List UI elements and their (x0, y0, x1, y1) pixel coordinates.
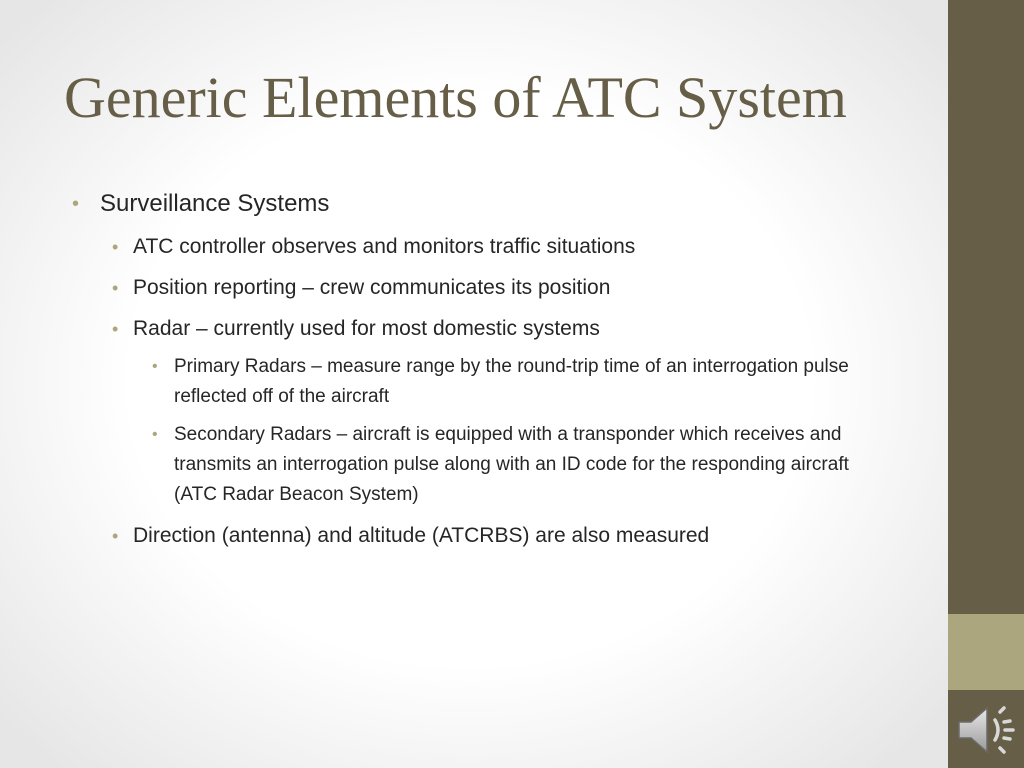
sound-wave-tick (1000, 748, 1004, 752)
sidebar-light-panel (948, 614, 1024, 690)
sidebar-dark-panel (948, 0, 1024, 614)
bullet-marker: • (112, 278, 119, 298)
speaker-icon[interactable] (955, 700, 1019, 760)
bullet-marker: • (152, 358, 158, 375)
bullet-marker: • (72, 193, 80, 215)
list-item-level2: Position reporting – crew communicates its position (133, 276, 611, 299)
sound-wave-tick (1004, 721, 1010, 722)
list-item-level2: Direction (antenna) and altitude (ATCRBS) are also measured (133, 524, 710, 547)
list-item-level3: Secondary Radars – aircraft is equipped with a transponder which receives and transmits an interrogation pulse along with an ID code for the responding aircraft (ATC Radar Beacon System) (174, 424, 849, 505)
sound-wave-tick (1004, 738, 1010, 739)
list-item-level2: Radar – currently used for most domestic systems (133, 317, 600, 340)
bullet-marker: • (112, 526, 119, 546)
sound-wave-tick (1000, 708, 1004, 712)
sound-wave-inner (995, 720, 998, 740)
list-item-level2: ATC controller observes and monitors traffic situations (133, 235, 636, 258)
speaker-body (959, 708, 987, 752)
list-item-level1: Surveillance Systems (100, 190, 330, 217)
bullet-marker: • (112, 319, 119, 339)
list-item-level3: Primary Radars – measure range by the round-trip time of an interrogation pulse reflected off of the aircraft (174, 356, 849, 407)
bullet-marker: • (152, 426, 158, 443)
sidebar-decoration (948, 0, 1024, 768)
bullet-marker: • (112, 237, 119, 257)
slide-title: Generic Elements of ATC System (64, 65, 847, 130)
